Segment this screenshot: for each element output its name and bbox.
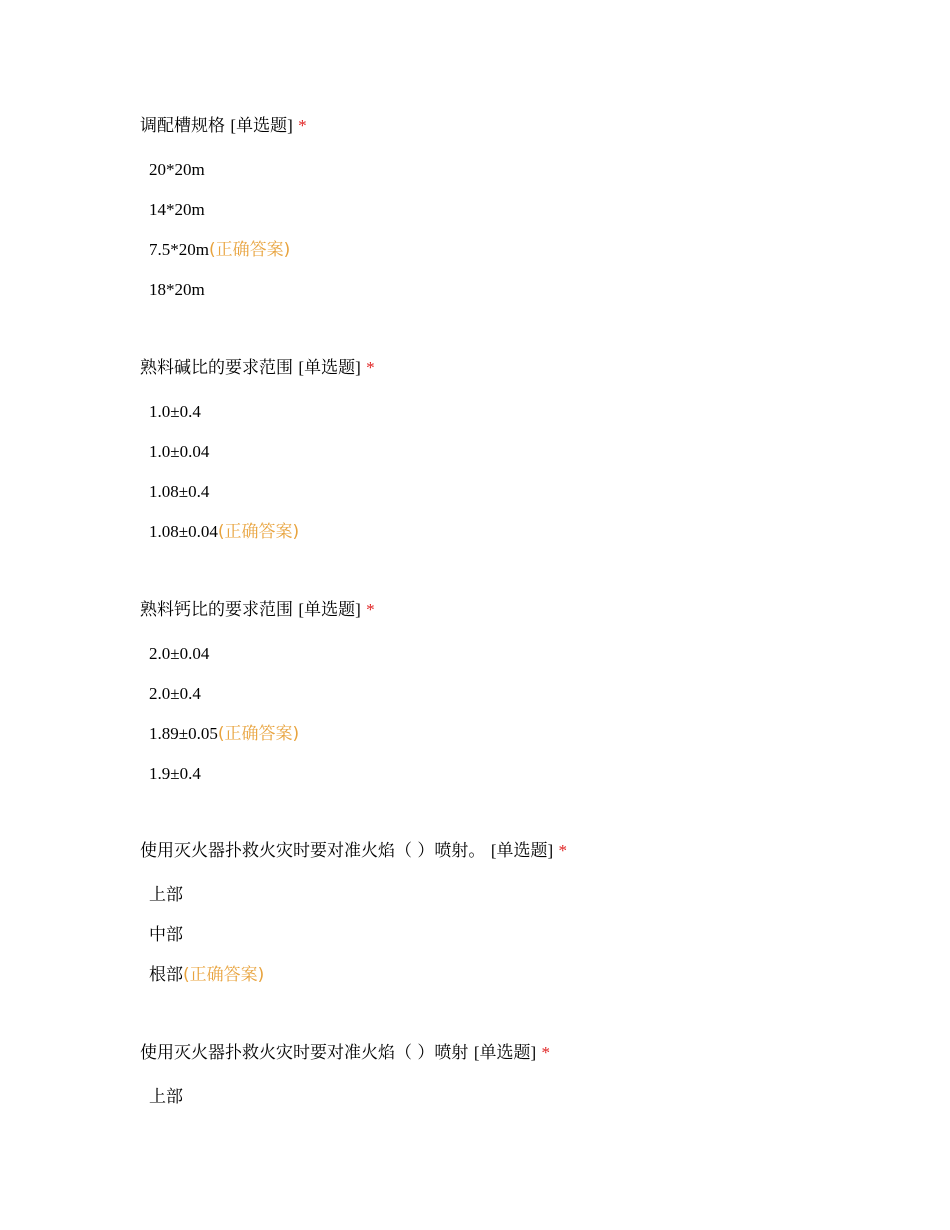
correct-answer-tag: (正确答案) xyxy=(217,724,300,744)
question-type: [单选题] xyxy=(230,116,293,135)
option-list xyxy=(140,644,900,804)
option-text: 1.08±0.4 xyxy=(149,482,210,501)
question-2 xyxy=(140,357,900,562)
option-item[interactable] xyxy=(149,240,900,280)
option-text: 中部 xyxy=(149,925,183,945)
question-title xyxy=(140,1042,900,1064)
option-item[interactable] xyxy=(149,644,900,684)
option-item[interactable] xyxy=(149,160,900,200)
question-text: 熟料钙比的要求范围 xyxy=(140,600,293,620)
option-text: 上部 xyxy=(149,885,183,905)
question-title xyxy=(140,840,900,862)
option-text: 20*20m xyxy=(149,160,205,179)
correct-answer-tag: (正确答案) xyxy=(208,240,291,260)
question-3 xyxy=(140,599,900,804)
option-list xyxy=(140,1087,900,1127)
question-type: [单选题] xyxy=(298,600,361,619)
option-item[interactable] xyxy=(149,280,900,320)
required-marker: * xyxy=(366,600,375,619)
option-text: 2.0±0.04 xyxy=(149,644,210,663)
question-type: [单选题] xyxy=(473,1043,537,1062)
question-text: 熟料碱比的要求范围 xyxy=(140,358,293,378)
option-item[interactable] xyxy=(149,965,900,1005)
option-text: 1.89±0.05 xyxy=(149,724,218,743)
correct-answer-tag: (正确答案) xyxy=(217,522,300,542)
option-text: 14*20m xyxy=(149,200,205,219)
question-5 xyxy=(140,1042,900,1127)
option-item[interactable] xyxy=(149,684,900,724)
option-item[interactable] xyxy=(149,402,900,442)
option-text: 1.0±0.4 xyxy=(149,402,201,421)
option-item[interactable] xyxy=(149,1087,900,1127)
option-item[interactable] xyxy=(149,764,900,804)
option-list xyxy=(140,885,900,1005)
correct-answer-tag: (正确答案) xyxy=(183,965,265,985)
option-item[interactable] xyxy=(149,522,900,562)
question-type: [单选题] xyxy=(490,841,554,860)
question-text: 使用灭火器扑救火灾时要对准火焰（ ）喷射。 xyxy=(140,841,486,861)
option-text: 18*20m xyxy=(149,280,205,299)
required-marker: * xyxy=(558,841,568,860)
option-text: 1.0±0.04 xyxy=(149,442,210,461)
option-text: 2.0±0.4 xyxy=(149,684,201,703)
question-text: 调配槽规格 xyxy=(140,116,225,136)
question-4 xyxy=(140,840,900,1005)
option-item[interactable] xyxy=(149,724,900,764)
option-text: 根部 xyxy=(149,965,183,985)
option-item[interactable] xyxy=(149,200,900,240)
option-text: 7.5*20m xyxy=(149,240,209,259)
option-text: 上部 xyxy=(149,1087,183,1107)
option-text: 1.9±0.4 xyxy=(149,764,201,783)
question-title xyxy=(140,599,900,621)
question-text: 使用灭火器扑救火灾时要对准火焰（ ）喷射 xyxy=(140,1043,469,1063)
option-list xyxy=(140,160,900,320)
required-marker: * xyxy=(541,1043,551,1062)
option-item[interactable] xyxy=(149,925,900,965)
question-1 xyxy=(140,115,900,320)
option-list xyxy=(140,402,900,562)
question-title xyxy=(140,357,900,379)
question-title xyxy=(140,115,900,137)
required-marker: * xyxy=(298,116,307,135)
required-marker: * xyxy=(366,358,375,377)
question-type: [单选题] xyxy=(298,358,361,377)
option-text: 1.08±0.04 xyxy=(149,522,218,541)
option-item[interactable] xyxy=(149,482,900,522)
option-item[interactable] xyxy=(149,885,900,925)
option-item[interactable] xyxy=(149,442,900,482)
